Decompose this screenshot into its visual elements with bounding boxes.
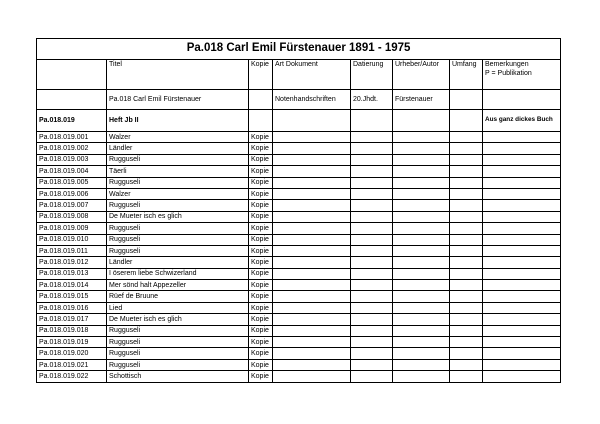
cell-kopie: Kopie xyxy=(249,234,273,245)
cell-titel: Ländler xyxy=(107,143,249,154)
table-row xyxy=(37,154,561,165)
cell-titel: Rugguseli xyxy=(107,348,249,359)
cell-signatur: Pa.018.019.009 xyxy=(37,223,107,234)
cell-datierung xyxy=(351,200,393,211)
cell-kopie: Kopie xyxy=(249,337,273,348)
cell-urheber xyxy=(393,371,450,382)
cell-umfang xyxy=(450,200,483,211)
cell-titel: Rugguseli xyxy=(107,337,249,348)
header-kopie: Kopie xyxy=(249,60,273,90)
cell-bemerkungen xyxy=(483,302,561,313)
cell-umfang xyxy=(450,154,483,165)
cell-kopie: Kopie xyxy=(249,200,273,211)
cell-art xyxy=(273,166,351,177)
cell-kopie: Kopie xyxy=(249,302,273,313)
cell-bemerkungen xyxy=(483,132,561,143)
cell-signatur: Pa.018.019.002 xyxy=(37,143,107,154)
cell-umfang xyxy=(450,302,483,313)
table-row xyxy=(37,337,561,348)
cell-signatur: Pa.018.019.005 xyxy=(37,177,107,188)
table-row xyxy=(37,325,561,336)
cell-bemerkungen xyxy=(483,200,561,211)
cell-titel: Rugguseli xyxy=(107,200,249,211)
cell-kopie: Kopie xyxy=(249,371,273,382)
cell-titel: De Mueter isch es glich xyxy=(107,314,249,325)
cell-bemerkungen xyxy=(483,234,561,245)
cell-umfang xyxy=(450,245,483,256)
cell-signatur: Pa.018.019.008 xyxy=(37,211,107,222)
cell-kopie: Kopie xyxy=(249,257,273,268)
cell-signatur: Pa.018.019.018 xyxy=(37,325,107,336)
cell-urheber xyxy=(393,268,450,279)
cell-bemerkungen xyxy=(483,359,561,370)
cell-signatur: Pa.018.019.004 xyxy=(37,166,107,177)
cell-urheber xyxy=(393,154,450,165)
table-row xyxy=(37,234,561,245)
cell-datierung xyxy=(351,154,393,165)
cell-datierung xyxy=(351,371,393,382)
cell-titel: Täerli xyxy=(107,166,249,177)
cell-urheber xyxy=(393,223,450,234)
header-urheber: Urheber/Autor xyxy=(393,60,450,90)
cell-umfang xyxy=(450,234,483,245)
cell-datierung xyxy=(351,359,393,370)
cell-urheber xyxy=(393,177,450,188)
cell-titel: Schottisch xyxy=(107,371,249,382)
cell-urheber xyxy=(393,302,450,313)
title-row xyxy=(37,39,561,60)
cell-art xyxy=(273,177,351,188)
cell-art xyxy=(273,337,351,348)
cell-titel: Rugguseli xyxy=(107,177,249,188)
cell-bemerkungen xyxy=(483,348,561,359)
cell-kopie: Kopie xyxy=(249,245,273,256)
cell-urheber xyxy=(393,280,450,291)
cell-signatur: Pa.018.019.010 xyxy=(37,234,107,245)
cell-urheber xyxy=(393,188,450,199)
cell-datierung xyxy=(351,234,393,245)
cell-titel: I öserem liebe Schwizerland xyxy=(107,268,249,279)
cell-bemerkungen xyxy=(483,371,561,382)
cell-art xyxy=(273,302,351,313)
header-art-dokument: Art Dokument xyxy=(273,60,351,90)
cell-bemerkungen xyxy=(483,245,561,256)
table-row xyxy=(37,200,561,211)
group-urheber xyxy=(393,110,450,132)
cell-titel: Walzer xyxy=(107,132,249,143)
table-row xyxy=(37,223,561,234)
cell-datierung xyxy=(351,223,393,234)
cell-datierung xyxy=(351,268,393,279)
cell-art xyxy=(273,257,351,268)
cell-umfang xyxy=(450,188,483,199)
collection-art: Notenhandschriften xyxy=(273,90,351,110)
cell-datierung xyxy=(351,132,393,143)
cell-umfang xyxy=(450,257,483,268)
table-row xyxy=(37,359,561,370)
cell-umfang xyxy=(450,211,483,222)
cell-signatur: Pa.018.019.019 xyxy=(37,337,107,348)
inventory-table xyxy=(36,38,561,383)
table-row xyxy=(37,245,561,256)
cell-titel: Lied xyxy=(107,302,249,313)
cell-urheber xyxy=(393,211,450,222)
cell-umfang xyxy=(450,325,483,336)
cell-urheber xyxy=(393,132,450,143)
cell-kopie: Kopie xyxy=(249,359,273,370)
cell-signatur: Pa.018.019.014 xyxy=(37,280,107,291)
document-title: Pa.018 Carl Emil Fürstenauer 1891 - 1975 xyxy=(37,39,561,60)
cell-bemerkungen xyxy=(483,154,561,165)
header-signatur xyxy=(37,60,107,90)
cell-titel: De Mueter isch es glich xyxy=(107,211,249,222)
table-row xyxy=(37,291,561,302)
cell-kopie: Kopie xyxy=(249,348,273,359)
cell-umfang xyxy=(450,314,483,325)
cell-umfang xyxy=(450,280,483,291)
cell-titel: Rugguseli xyxy=(107,223,249,234)
table-row xyxy=(37,268,561,279)
table-row xyxy=(37,188,561,199)
cell-titel: Rugguseli xyxy=(107,234,249,245)
group-row xyxy=(37,110,561,132)
cell-umfang xyxy=(450,143,483,154)
cell-art xyxy=(273,211,351,222)
cell-kopie: Kopie xyxy=(249,166,273,177)
cell-kopie: Kopie xyxy=(249,211,273,222)
cell-urheber xyxy=(393,291,450,302)
cell-bemerkungen xyxy=(483,337,561,348)
cell-titel: Rugguseli xyxy=(107,325,249,336)
cell-kopie: Kopie xyxy=(249,132,273,143)
cell-signatur: Pa.018.019.020 xyxy=(37,348,107,359)
group-bemerkungen: Aus ganz dickes Buch xyxy=(483,110,561,132)
cell-bemerkungen xyxy=(483,257,561,268)
cell-umfang xyxy=(450,177,483,188)
cell-art xyxy=(273,359,351,370)
cell-urheber xyxy=(393,143,450,154)
cell-kopie: Kopie xyxy=(249,268,273,279)
cell-bemerkungen xyxy=(483,188,561,199)
header-row xyxy=(37,60,561,90)
cell-bemerkungen xyxy=(483,166,561,177)
cell-bemerkungen xyxy=(483,314,561,325)
cell-urheber xyxy=(393,314,450,325)
cell-signatur: Pa.018.019.021 xyxy=(37,359,107,370)
cell-art xyxy=(273,348,351,359)
cell-bemerkungen xyxy=(483,268,561,279)
cell-art xyxy=(273,245,351,256)
group-umfang xyxy=(450,110,483,132)
cell-titel: Mer sönd halt Appezeller xyxy=(107,280,249,291)
cell-art xyxy=(273,200,351,211)
collection-umfang xyxy=(450,90,483,110)
group-titel: Heft Jb II xyxy=(107,110,249,132)
cell-kopie: Kopie xyxy=(249,143,273,154)
cell-kopie: Kopie xyxy=(249,177,273,188)
cell-bemerkungen xyxy=(483,280,561,291)
cell-art xyxy=(273,143,351,154)
cell-datierung xyxy=(351,143,393,154)
collection-row xyxy=(37,90,561,110)
cell-kopie: Kopie xyxy=(249,291,273,302)
table-row xyxy=(37,302,561,313)
cell-datierung xyxy=(351,337,393,348)
cell-umfang xyxy=(450,291,483,302)
table-row xyxy=(37,177,561,188)
cell-umfang xyxy=(450,348,483,359)
cell-signatur: Pa.018.019.022 xyxy=(37,371,107,382)
cell-datierung xyxy=(351,348,393,359)
cell-umfang xyxy=(450,223,483,234)
cell-umfang xyxy=(450,337,483,348)
header-umfang: Umfang xyxy=(450,60,483,90)
cell-bemerkungen xyxy=(483,177,561,188)
cell-umfang xyxy=(450,371,483,382)
cell-art xyxy=(273,371,351,382)
cell-datierung xyxy=(351,257,393,268)
cell-urheber xyxy=(393,166,450,177)
cell-datierung xyxy=(351,166,393,177)
cell-art xyxy=(273,132,351,143)
cell-kopie: Kopie xyxy=(249,188,273,199)
cell-kopie: Kopie xyxy=(249,314,273,325)
cell-art xyxy=(273,268,351,279)
cell-datierung xyxy=(351,177,393,188)
header-titel: Titel xyxy=(107,60,249,90)
cell-kopie: Kopie xyxy=(249,223,273,234)
cell-signatur: Pa.018.019.011 xyxy=(37,245,107,256)
cell-umfang xyxy=(450,359,483,370)
cell-kopie: Kopie xyxy=(249,325,273,336)
table-row xyxy=(37,257,561,268)
cell-kopie: Kopie xyxy=(249,280,273,291)
cell-titel: Rugguseli xyxy=(107,245,249,256)
cell-signatur: Pa.018.019.003 xyxy=(37,154,107,165)
cell-art xyxy=(273,314,351,325)
cell-datierung xyxy=(351,291,393,302)
cell-bemerkungen xyxy=(483,211,561,222)
group-datierung xyxy=(351,110,393,132)
cell-art xyxy=(273,234,351,245)
cell-urheber xyxy=(393,359,450,370)
cell-titel: Walzer xyxy=(107,188,249,199)
cell-datierung xyxy=(351,302,393,313)
cell-signatur: Pa.018.019.013 xyxy=(37,268,107,279)
table-row xyxy=(37,280,561,291)
cell-urheber xyxy=(393,325,450,336)
collection-titel: Pa.018 Carl Emil Fürstenauer xyxy=(107,90,249,110)
cell-datierung xyxy=(351,188,393,199)
cell-art xyxy=(273,223,351,234)
cell-urheber xyxy=(393,257,450,268)
cell-bemerkungen xyxy=(483,291,561,302)
cell-bemerkungen xyxy=(483,143,561,154)
cell-signatur: Pa.018.019.007 xyxy=(37,200,107,211)
cell-datierung xyxy=(351,280,393,291)
group-signatur: Pa.018.019 xyxy=(37,110,107,132)
cell-signatur: Pa.018.019.012 xyxy=(37,257,107,268)
cell-signatur: Pa.018.019.001 xyxy=(37,132,107,143)
cell-signatur: Pa.018.019.016 xyxy=(37,302,107,313)
cell-datierung xyxy=(351,245,393,256)
table-row xyxy=(37,166,561,177)
header-bemerkungen: Bemerkungen P = Publikation xyxy=(483,60,561,90)
collection-bemerkungen xyxy=(483,90,561,110)
cell-datierung xyxy=(351,325,393,336)
collection-datierung: 20.Jhdt. xyxy=(351,90,393,110)
cell-art xyxy=(273,154,351,165)
table-row xyxy=(37,143,561,154)
cell-urheber xyxy=(393,234,450,245)
table-row xyxy=(37,371,561,382)
group-kopie xyxy=(249,110,273,132)
cell-urheber xyxy=(393,200,450,211)
cell-urheber xyxy=(393,348,450,359)
group-art xyxy=(273,110,351,132)
table-row xyxy=(37,211,561,222)
cell-titel: Rugguseli xyxy=(107,154,249,165)
cell-bemerkungen xyxy=(483,325,561,336)
table-row xyxy=(37,314,561,325)
cell-umfang xyxy=(450,166,483,177)
table-row xyxy=(37,348,561,359)
cell-datierung xyxy=(351,314,393,325)
cell-art xyxy=(273,325,351,336)
cell-art xyxy=(273,291,351,302)
cell-bemerkungen xyxy=(483,223,561,234)
collection-signatur xyxy=(37,90,107,110)
cell-art xyxy=(273,188,351,199)
collection-urheber: Fürstenauer xyxy=(393,90,450,110)
cell-urheber xyxy=(393,337,450,348)
header-datierung: Datierung xyxy=(351,60,393,90)
table-row xyxy=(37,132,561,143)
cell-signatur: Pa.018.019.006 xyxy=(37,188,107,199)
cell-kopie: Kopie xyxy=(249,154,273,165)
cell-titel: Rüef de Bruune xyxy=(107,291,249,302)
cell-art xyxy=(273,280,351,291)
cell-urheber xyxy=(393,245,450,256)
table-body xyxy=(37,39,561,383)
cell-signatur: Pa.018.019.017 xyxy=(37,314,107,325)
cell-umfang xyxy=(450,268,483,279)
cell-titel: Rugguseli xyxy=(107,359,249,370)
cell-umfang xyxy=(450,132,483,143)
cell-signatur: Pa.018.019.015 xyxy=(37,291,107,302)
collection-kopie xyxy=(249,90,273,110)
cell-titel: Ländler xyxy=(107,257,249,268)
cell-datierung xyxy=(351,211,393,222)
